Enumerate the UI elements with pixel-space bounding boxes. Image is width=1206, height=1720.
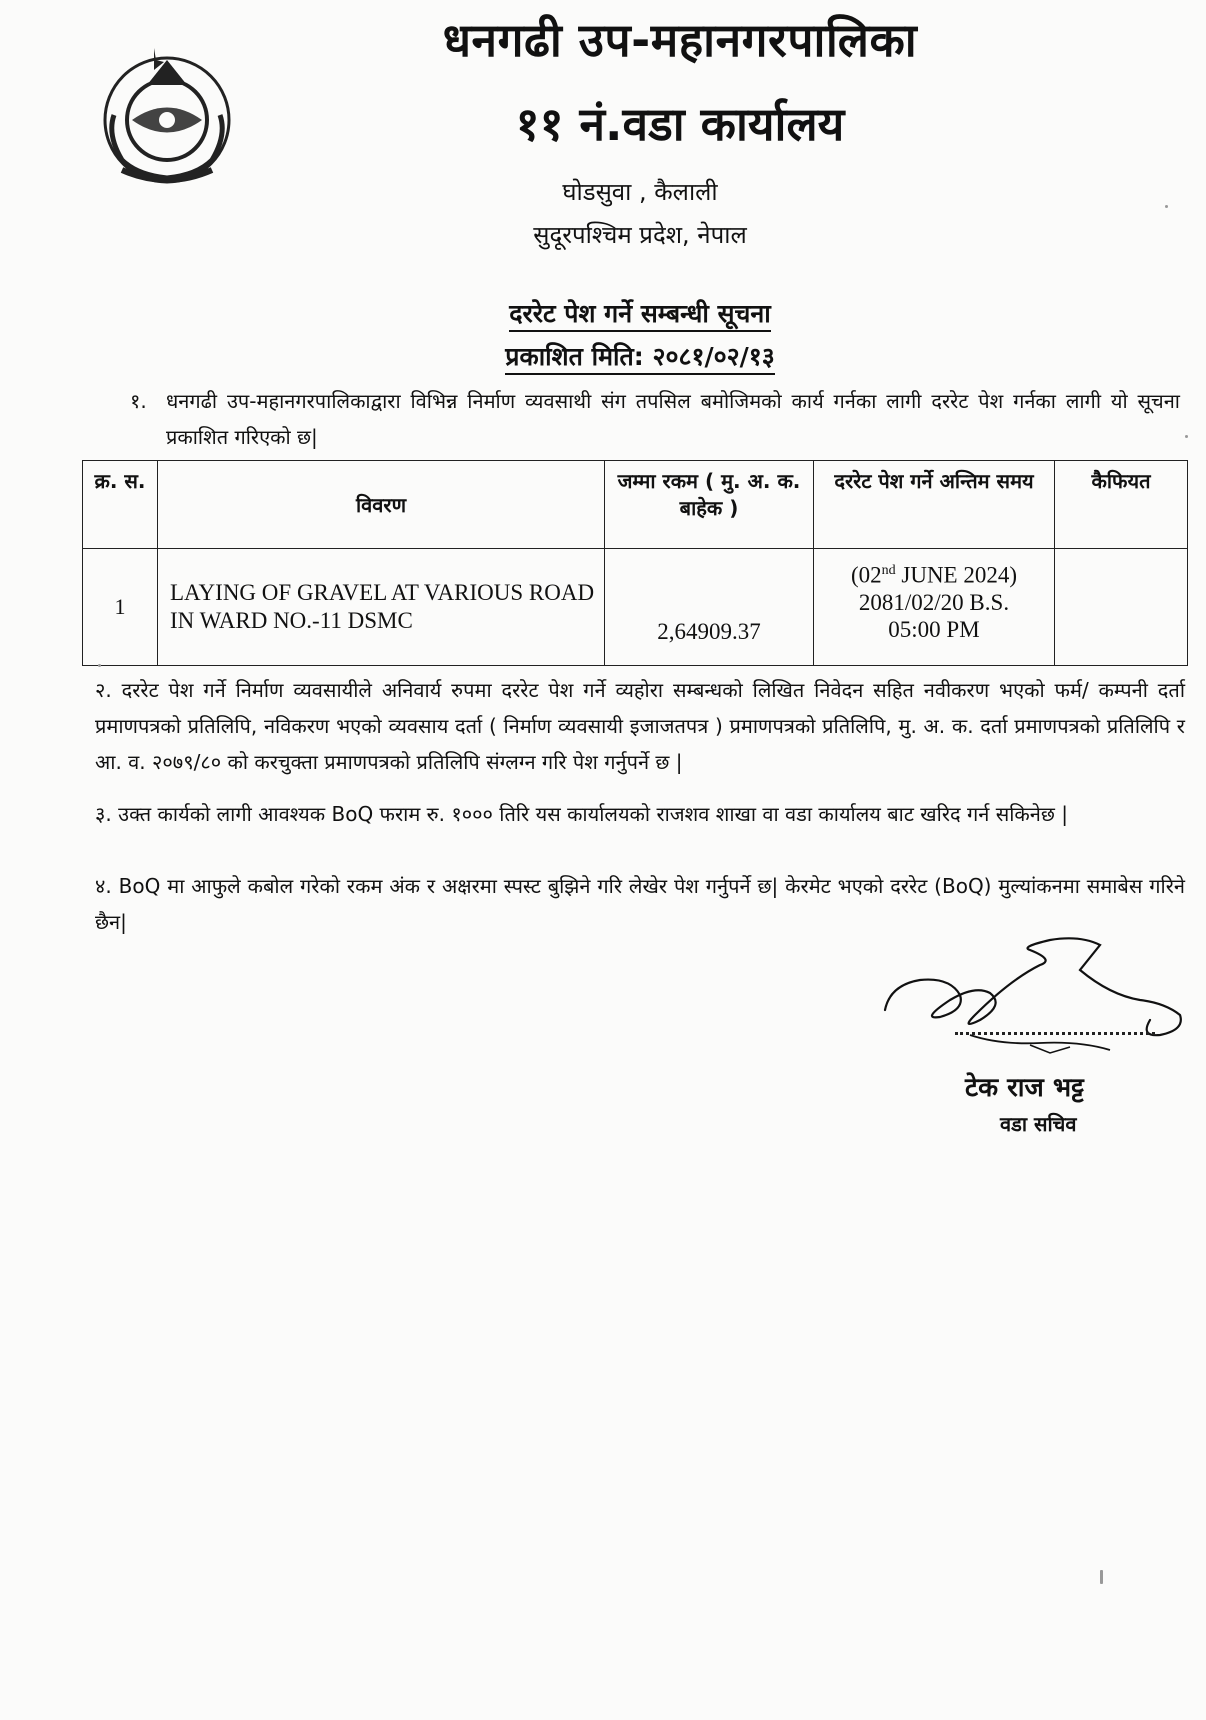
table-row [83,549,1188,666]
header-serial-number: क्र. स. [83,461,158,549]
header-remarks: कैफियत [1055,461,1188,549]
government-emblem-icon [92,40,242,190]
deadline-date-ad [815,557,1053,589]
paragraph-4: ४. BoQ मा आफुले कबोल गरेको रकम अंक र अक्षरमा स्पस्ट बुझिने गरि लेखेर पेश गर्नुपर्ने छ| केरमेट भएको दररेट (BoQ) मुल्यांकनमा समाबेस गरिने छैन| [95,874,1185,934]
row-deadline [814,549,1055,666]
scan-speck [98,664,101,667]
scan-speck [1165,205,1168,208]
tender-table [82,460,1188,666]
scan-speck [1100,1570,1103,1584]
signature-icon [880,925,1200,1070]
row-amount: 2,64909.37 [605,549,814,666]
paragraph-3: ३. उक्त कार्यको लागी आवश्यक BoQ फराम रु. १००० तिरि यस कार्यालयको राजशव शाखा वा वडा कार्यालय बाट खरिद गर्न सकिनेछ | [95,802,1068,826]
signatory-name: टेक राज भट्ट [965,1073,1084,1103]
paragraph-1-number: १. [130,389,147,413]
address-line-1: घोडसुवा , कैलाली [562,178,718,206]
paragraph-1-text: धनगढी उप-महानगरपालिकाद्वारा विभिन्न निर्माण व्यवसाथी संग तपसिल बमोजिमको कार्य गर्नका लागी दररेट पेश गर्नका लागी यो सूचना प्रकाशित गरिएको छ| [166,389,1180,449]
deadline-time: 05:00 PM [888,616,980,642]
address-line-2: सुदूरपश्चिम प्रदेश, नेपाल [533,221,747,249]
paragraph-1 [130,383,1180,455]
deadline-month-year: JUNE 2024) [895,562,1018,588]
published-date [380,339,900,373]
header-amount: जम्मा रकम ( मु. अ. क. बाहेक ) [605,461,814,549]
signatory-designation: वडा सचिव [1000,1112,1077,1136]
row-description: LAYING OF GRAVEL AT VARIOUS ROAD IN WARD NO.-11 DSMC [158,549,605,666]
signature-line [955,1032,1155,1035]
deadline-day-suffix: nd [881,563,896,578]
scan-speck [1185,435,1188,438]
table-header-row [83,461,1188,549]
notice-title [380,296,900,330]
row-serial-number: 1 [83,549,158,666]
notice-title-text: दररेट पेश गर्ने सम्बन्धी सूचना [509,299,771,332]
row-remarks [1055,549,1188,666]
deadline-day: (02 [850,562,882,588]
published-date-text: प्रकाशित मिति: २०८१/०२/१३ [505,342,774,375]
ward-office-heading: ११ नं.वडा कार्यालय [515,97,845,151]
header-deadline: दररेट पेश गर्ने अन्तिम समय [814,461,1055,549]
paragraph-2: २. दररेट पेश गर्ने निर्माण व्यवसायीले अनिवार्य रुपमा दररेट पेश गर्ने व्यहोरा सम्बन्धको लिखित निवेदन सहित नवीकरण भएको फर्म/ कम्पनी दर्ता प्रमाणपत्रको प्रतिलिपि, नविकरण भएको व्यवसाय दर्ता ( निर्माण व्यवसायी इजाजतपत्र ) प्रमाणपत्रको प्रतिलिपि, मु. अ. क. दर्ता प्रमाणपत्रको प्रतिलिपि र आ. व. २०७९/८० को करचुक्ता प्रमाणपत्रको प्रतिलिपि संग्लग्न गरि पेश गर्नुपर्ने छ | [95,678,1185,774]
deadline-date-bs: 2081/02/20 B.S. [858,589,1010,615]
office-name-heading: धनगढी उप-महानगरपालिका [442,13,918,67]
header-description: विवरण [158,461,605,549]
